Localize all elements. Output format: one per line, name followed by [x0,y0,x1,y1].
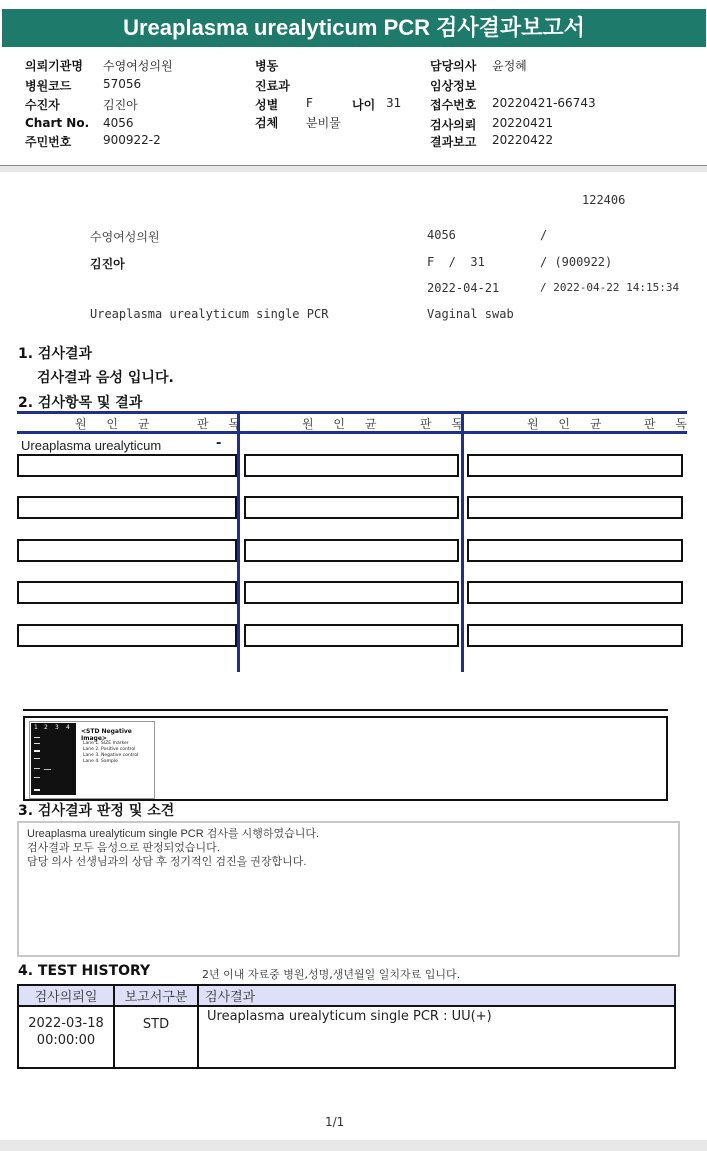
result-box [244,496,459,519]
opinion-box [17,821,680,957]
history-col-date: 검사의뢰일 [18,985,114,1006]
label-patient: 수진자 [25,98,60,112]
table-divider-1 [237,411,240,672]
lane-1-label: 1 [34,724,38,731]
legend-lane-2: Lane 2. Positive control [83,747,136,752]
gel-band [34,789,40,791]
image-panel-rule [23,709,668,711]
value-specimen: 분비물 [306,116,341,130]
value-institution: 수영여성의원 [103,59,173,73]
label-age: 나이 [352,98,376,112]
separator-band [0,166,707,172]
result-box [467,539,683,562]
print-patient: 김진아 [90,257,125,271]
print-code: 122406 [582,193,626,207]
opinion-line: Ureaplasma urealyticum single PCR 검사를 시행하였습니다. [27,828,320,840]
result-box [244,624,459,647]
std-image-card [29,721,155,799]
gel-band [34,743,40,744]
label-department: 진료과 [255,79,290,93]
value-chart-no: 4056 [103,116,134,130]
history-table [17,984,676,1069]
print-report-datetime: / 2022-04-22 14:15:34 [540,281,680,294]
footer-band [0,1140,707,1151]
value-hospital-code: 57056 [103,77,142,91]
print-request-date: 2022-04-21 [427,281,500,295]
result-reading: - [216,436,222,451]
value-doctor: 윤정혜 [492,59,527,73]
col-reading-2: 판 독 [420,417,471,431]
table-divider-2 [461,411,464,672]
section4-heading: 4. TEST HISTORY [18,963,151,979]
legend-lane-3: Lane 3. Negative control [83,753,139,758]
result-organism: Ureaplasma urealyticum [21,438,162,453]
label-request-date: 검사의뢰 [430,118,477,132]
header-info [0,50,707,166]
label-receipt-no: 접수번호 [430,98,477,112]
label-rrn: 주민번호 [25,135,72,149]
section1-result: 검사결과 음성 입니다. [37,370,174,386]
history-col-type: 보고서구분 [114,985,198,1006]
result-box [17,496,237,519]
section2-heading: 2. 검사항목 및 결과 [18,395,143,411]
section1-heading: 1. 검사결과 [18,346,93,362]
value-sex: F [306,96,313,110]
value-age: 31 [386,96,402,110]
history-date-cell [18,1006,114,1068]
history-col-result: 검사결과 [198,985,675,1006]
result-box [467,496,683,519]
value-receipt-no: 20220421-66743 [492,96,596,110]
value-report-date: 20220422 [492,133,554,147]
std-image-title: <STD Negative Image> [81,728,132,742]
lane-3-label: 3 [55,724,59,731]
col-organism-3: 원 인 균 [527,417,610,431]
table-top-rule [17,411,687,414]
print-rrn: / (900922) [540,255,613,269]
history-type: STD [114,1006,198,1068]
label-clinical-info: 임상정보 [430,79,477,93]
history-date: 2022-03-18 [28,1016,104,1031]
history-time: 00:00:00 [36,1033,96,1048]
col-organism-2: 원 인 균 [302,417,385,431]
opinion-line: 담당 의사 선생님과의 상담 후 정기적인 검진을 권장합니다. [27,856,307,868]
result-box [244,539,459,562]
history-note: 2년 이내 자료중 병원,성명,생년월일 일치자료 입니다. [202,968,461,981]
gel-band [44,769,51,770]
print-specimen: Vaginal swab [427,307,514,321]
result-box [244,454,459,477]
result-box [467,624,683,647]
col-organism-1: 원 인 균 [75,417,158,431]
col-reading-3: 판 독 [644,417,695,431]
title-bar [0,0,707,57]
table-row [18,1006,675,1068]
gel-band [34,777,40,778]
print-sex-age: F / 31 [427,255,485,269]
history-result: Ureaplasma urealyticum single PCR : UU(+) [198,1006,675,1068]
report-title: Ureaplasma urealyticum PCR 검사결과보고서 [2,9,706,47]
page-number: 1/1 [325,1115,345,1129]
result-box [17,454,237,477]
gel-band [34,758,40,759]
label-chart-no: Chart No. [25,116,90,130]
print-slash: / [540,228,548,242]
print-chart: 4056 [427,228,456,242]
gel-band [34,750,40,752]
col-reading-1: 판 독 [197,417,248,431]
result-box [467,454,683,477]
legend-lane-4: Lane 4. Sample [83,759,118,764]
value-request-date: 20220421 [492,116,554,130]
history-header-row [18,985,675,1006]
label-hospital-code: 병원코드 [25,79,72,93]
lane-2-label: 2 [44,724,48,731]
result-box [17,624,237,647]
result-box [467,581,683,604]
result-box [244,581,459,604]
legend-lane-1: Lane 1. SIZE marker [83,741,129,746]
value-patient: 김진아 [103,98,138,112]
label-sex: 성별 [255,98,279,112]
gel-image [31,723,76,795]
print-test-name: Ureaplasma urealyticum single PCR [90,307,329,321]
label-report-date: 결과보고 [430,135,477,149]
gel-band [34,737,40,738]
opinion-line: 검사결과 모두 음성으로 판정되었습니다. [27,842,220,854]
result-box [17,539,237,562]
print-hospital: 수영여성의원 [90,230,160,244]
label-specimen: 검체 [255,116,279,130]
gel-band [34,768,40,769]
section3-heading: 3. 검사결과 판정 및 소견 [18,803,175,819]
label-doctor: 담당의사 [430,59,477,73]
result-box [17,581,237,604]
label-ward: 병동 [255,59,279,73]
lane-4-label: 4 [66,724,70,731]
value-rrn: 900922-2 [103,133,161,147]
label-institution: 의뢰기관명 [25,59,83,73]
